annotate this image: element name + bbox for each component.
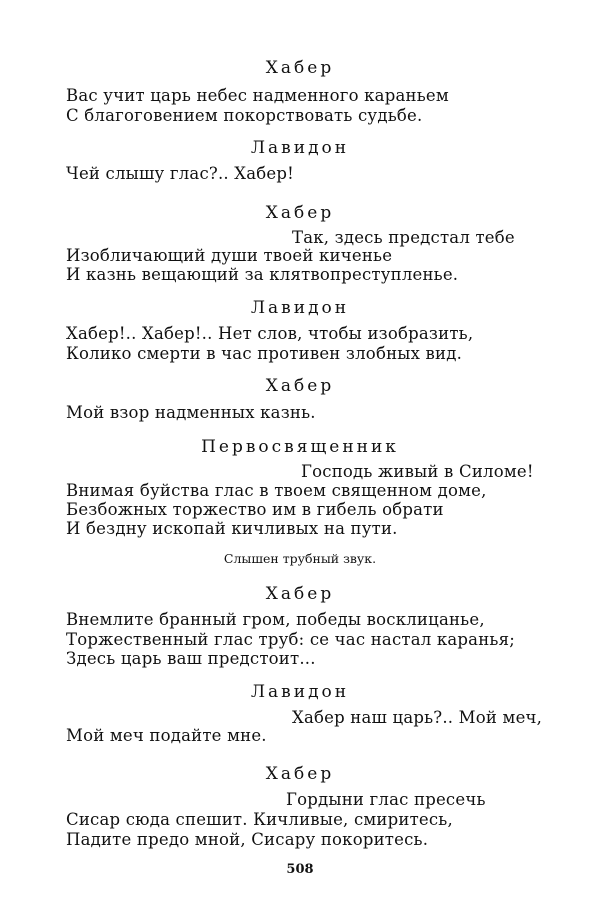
speaker-name: Лавидон (250, 298, 350, 318)
verse-line: Изобличающий души твоей киченье (66, 246, 393, 265)
speaker-name: Хабер (265, 584, 335, 604)
speaker-name: Лавидон (250, 682, 350, 702)
verse-line: Падите предо мной, Сисару покоритесь. (66, 830, 429, 849)
verse-line: Хабер наш царь?.. Мой меч, (292, 708, 543, 727)
verse-line: Сисар сюда спешит. Кичливые, смиритесь, (66, 810, 453, 829)
verse-line: Так, здесь предстал тебе (292, 228, 515, 247)
speaker-name: Лавидон (250, 138, 350, 158)
verse-line: Внимая буйства глас в твоем священном доме, (66, 481, 487, 500)
verse-line: Вас учит царь небес надменного караньем (66, 86, 449, 105)
verse-line: Хабер!.. Хабер!.. Нет слов, чтобы изобразить, (66, 324, 474, 343)
page-number: 508 (286, 862, 314, 877)
stage-direction: Слышен трубный звук. (223, 551, 377, 566)
speaker-name: Первосвященник (201, 437, 399, 457)
verse-line: Мой взор надменных казнь. (66, 403, 316, 422)
verse-line: Безбожных торжество им в гибель обрати (66, 500, 444, 519)
verse-line: Гордыни глас пресечь (286, 790, 486, 809)
verse-line: Чей слышу глас?.. Хабер! (66, 164, 294, 183)
verse-line: С благоговением покорствовать судьбе. (66, 106, 423, 125)
speaker-name: Хабер (265, 376, 335, 396)
speaker-name: Хабер (265, 203, 335, 223)
verse-line: И бездну ископай кичливых на пути. (66, 519, 398, 538)
verse-line: И казнь вещающий за клятвопреступленье. (66, 265, 459, 284)
verse-line: Колико смерти в час противен злобных вид. (66, 344, 463, 363)
verse-line: Здесь царь ваш предстоит... (66, 649, 316, 668)
speaker-name: Хабер (265, 764, 335, 784)
speaker-name: Хабер (265, 58, 335, 78)
verse-line: Торжественный глас труб: се час настал каранья; (66, 630, 515, 649)
verse-line: Господь живый в Силоме! (301, 462, 534, 481)
verse-line: Мой меч подайте мне. (66, 726, 267, 745)
verse-line: Внемлите бранный гром, победы восклицанье, (66, 610, 485, 629)
